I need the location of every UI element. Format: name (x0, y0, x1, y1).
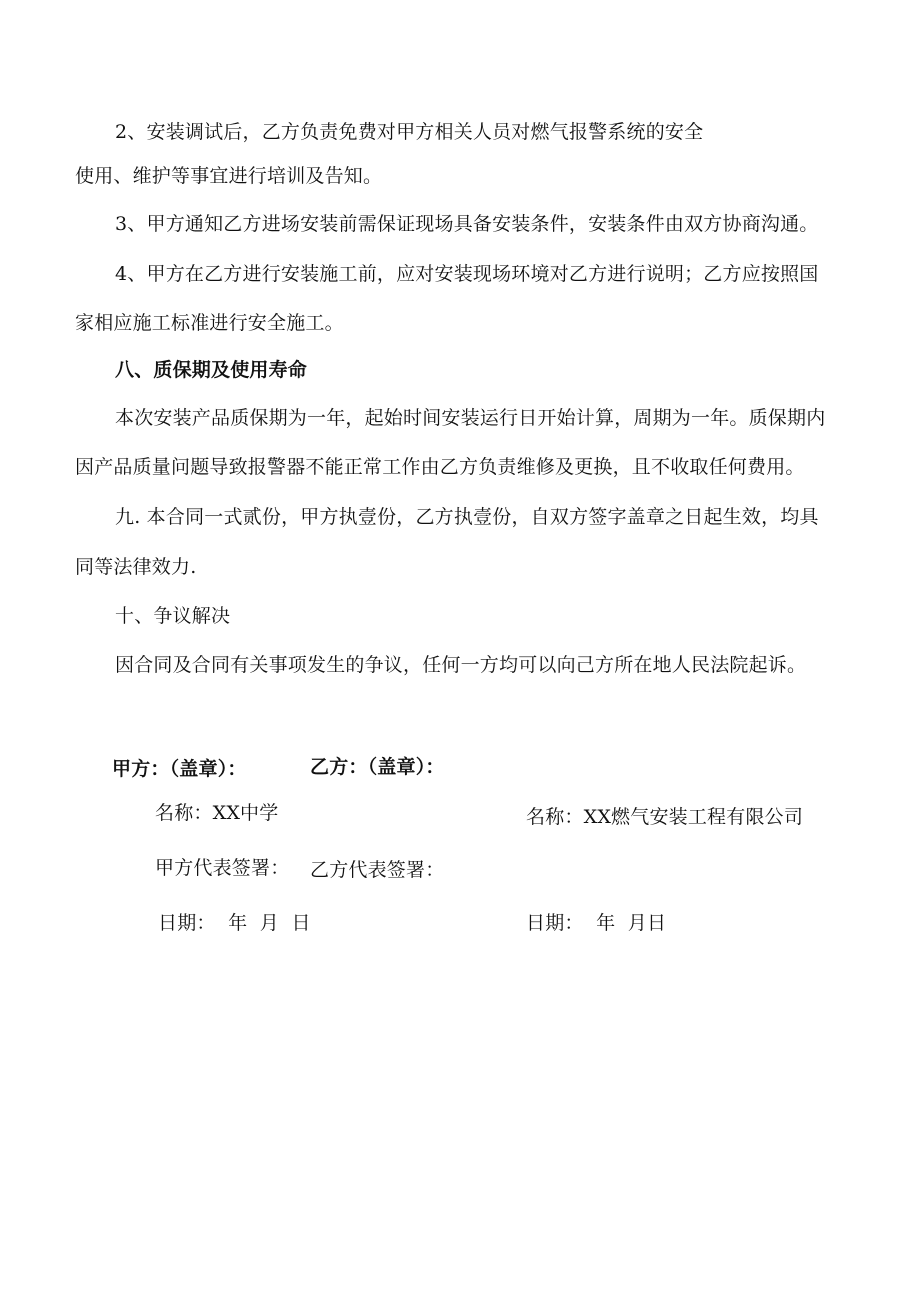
dispute-text: 因合同及合同有关事项发生的争议，任何一方均可以向己方所在地人民法院起诉。 (115, 654, 807, 676)
copies-line-2: 同等法律效力. (75, 556, 197, 578)
party-a-seal-label: 甲方：（盖章）： (112, 758, 247, 780)
party-a-name: 名称：XX中学 (155, 802, 279, 824)
install-item-2-line-2: 使用、维护等事宜进行培训及告知。 (75, 165, 383, 187)
install-item-4-line-1: 4、甲方在乙方进行安装施工前，应对安装现场环境对乙方进行说明；乙方应按照国 (115, 263, 819, 285)
warranty-line-2: 因产品质量问题导致报警器不能正常工作由乙方负责维修及更换，且不收取任何费用。 (75, 456, 805, 478)
party-b-date: 日期： 年 月日 (526, 912, 667, 934)
dispute-heading: 十、争议解决 (115, 605, 231, 627)
party-b-representative: 乙方代表签署： (310, 859, 445, 881)
copies-line-1: 九. 本合同一式贰份，甲方执壹份，乙方执壹份，自双方签字盖章之日起生效，均具 (115, 506, 819, 528)
install-item-2-line-1: 2、安装调试后，乙方负责免费对甲方相关人员对燃气报警系统的安全 (115, 121, 704, 143)
party-b-seal-label: 乙方：（盖章）： (310, 756, 445, 778)
party-a-representative: 甲方代表签署： (155, 857, 290, 879)
install-item-3: 3、甲方通知乙方进场安装前需保证现场具备安装条件，安装条件由双方协商沟通。 (115, 213, 819, 235)
warranty-heading: 八、质保期及使用寿命 (115, 359, 308, 381)
party-b-name: 名称：XX燃气安装工程有限公司 (526, 806, 804, 828)
install-item-4-line-2: 家相应施工标准进行安全施工。 (75, 312, 344, 334)
party-a-date: 日期： 年 月 日 (158, 912, 311, 934)
warranty-line-1: 本次安装产品质保期为一年，起始时间安装运行日开始计算，周期为一年。质保期内 (115, 407, 826, 429)
